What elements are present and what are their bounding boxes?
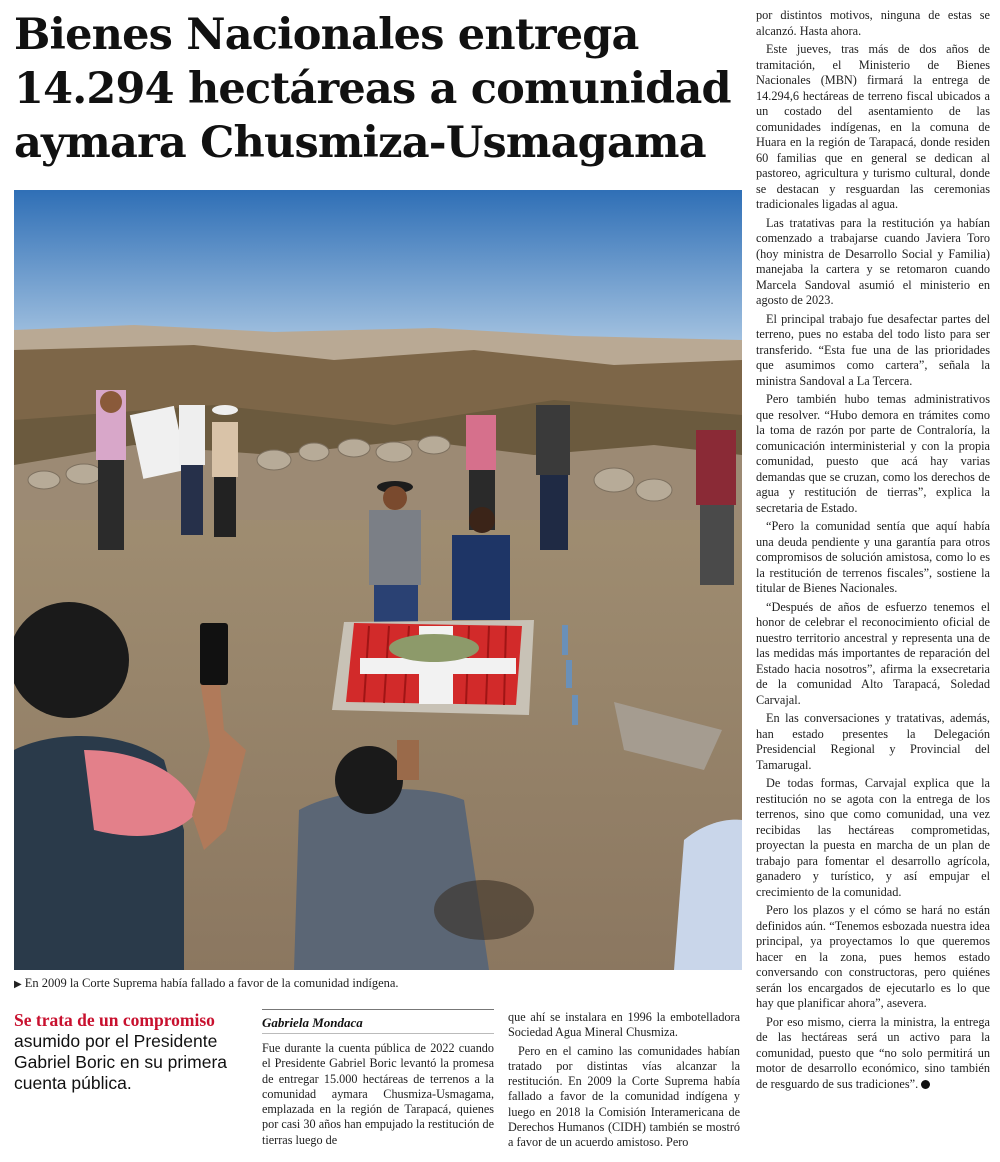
paragraph: “Después de años de esfuerzo tenemos el honor de celebrar el reconocimiento oficial de nuestro territorio ancestral y representa una de las medidas más importantes de reparación del Estado hacia nosotros”, afirma la exsecretaria de la comunidad Alto Tarapacá, Soledad Carvajal.: [756, 599, 990, 707]
paragraph: De todas formas, Carvajal explica que la restitución no se agota con la entrega de los terrenos, sino que como comunidad, una vez recibidas las hectáreas comprometidas, proyectan la puesta en marcha de un plan de trabajo para fomentar el desarrollo agrícola, ganadero y turístico, y así empujar el crecimiento de la comunidad.: [756, 776, 990, 899]
paragraph: Este jueves, tras más de dos años de tramitación, el Ministerio de Bienes Nacionales (MBN) firmará la entrega de 14.294,6 hectáreas de terreno fiscal ubicados a un costado del asentamiento de las comunidades indígenas, en la comuna de Huara en la región de Tarapacá, donde residen 60 familias que en general se dedican al pastoreo, agricultura y turismo cultural, donde se destacan y resguardan las ceremonias tradicionales ligadas al agua.: [756, 42, 990, 211]
body-column-3: [756, 8, 990, 1095]
paragraph: Pero en el camino las comunidades habían tratado por distintas vías alcanzar la restitución. En 2009 la Corte Suprema había fallado a favor de la comunidad indígena y luego en 2018 la Comisión Interamericana de Derechos Humanos (CIDH) también se mostró a favor de un acuerdo amistoso. Pero: [508, 1043, 740, 1150]
paragraph: Pero los plazos y el cómo se hará no están definidos aún. “Tenemos esbozada nuestra idea principal, ya proyectamos lo que queremos hacer en la zona, pues hemos estado conversando con constructoras, pero quiénes serán los encargados de ejecutarlo es lo que hay que planificar ahora”, asevera.: [756, 903, 990, 1010]
pull-quote-accent: Se trata de un compromiso: [14, 1010, 215, 1030]
paragraph: “Pero la comunidad sentía que aquí había una deuda pendiente y una garantía para otros compromisos de solución amistosa, como lo es la restitución de terrenos fiscales”, sostiene la titular de Bienes Nacionales.: [756, 519, 990, 595]
paragraph-text: Por eso mismo, cierra la ministra, la entrega de las hectáreas será un activo para la comunidad, puesto que “no solo permitirá un motor de desarrollo económico, sino también de resguardo de sus tradiciones”.: [756, 1014, 990, 1091]
paragraph: El principal trabajo fue desafectar partes del terreno, pues no estaba del todo listo para ser transferido. “Esta fue una de las prioridades que asumimos como cartera”, señala la ministra Sandoval a La Tercera.: [756, 311, 990, 388]
last-paragraph: [756, 1015, 990, 1093]
body-column-2: [508, 1010, 740, 1154]
article-photo: [14, 190, 742, 970]
paragraph: Las tratativas para la restitución ya habían comenzado a trabajarse cuando Javiera Toro (hoy ministra de Desarrollo Social y Familia) manejaba la cartera y se retomaron cuando Marcela Sandoval asumió el ministerio en agosto de 2023.: [756, 215, 990, 307]
headline: Bienes Nacionales entrega 14.294 hectáreas a comunidad aymara Chusmiza-Usmagama: [14, 10, 731, 168]
paragraph: Pero también hubo temas administrativos que resolver. “Hubo demora en trámites como la toma de razón por parte de Contraloría, la comunicación interministerial y con la propia comunidad, puesto que acá hay varias demandas que se cruzan, como los derechos de agua y restitución de tierras”, explica la secretaria de Estado.: [756, 392, 990, 515]
paragraph: que ahí se instalara en 1996 la embotelladora Sociedad Agua Mineral Chusmiza.: [508, 1010, 740, 1040]
end-mark-icon: [921, 1080, 930, 1089]
caption-text: En 2009 la Corte Suprema había fallado a favor de la comunidad indígena.: [24, 976, 399, 990]
byline: Gabriela Mondaca: [262, 1015, 363, 1030]
pull-quote: [14, 1010, 246, 1094]
paragraph: En las conversaciones y tratativas, además, han estado presentes la Delegación Presidencial Regional y Provincial del Tamarugal.: [756, 711, 990, 772]
caption-marker-icon: ▶: [14, 979, 22, 990]
body-column-1: [262, 1041, 494, 1151]
byline-rule: [262, 1009, 494, 1010]
paragraph: Fue durante la cuenta pública de 2022 cuando el Presidente Gabriel Boric levantó la promesa de entregar 15.000 hectáreas de terrenos a la comunidad aymara Chusmiza-Usmagama, emplazada en la región de Tarapacá, quienes por casi 30 años han empujado la restitución de tierras luego de: [262, 1041, 494, 1147]
byline-rule-bottom: [262, 1033, 494, 1034]
photo-caption: [14, 975, 742, 993]
pull-quote-text: asumido por el Presidente Gabriel Boric en su primera cuenta pública.: [14, 1031, 227, 1093]
paragraph: por distintos motivos, ninguna de estas se alcanzó. Hasta ahora.: [756, 8, 990, 38]
